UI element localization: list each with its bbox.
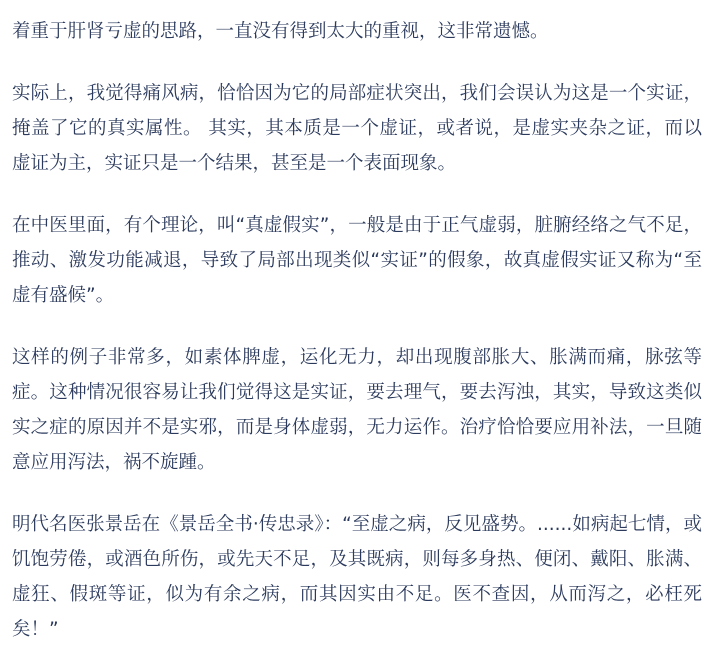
paragraph-5: 明代名医张景岳在《景岳全书·传忠录》：“至虚之病，反见盛势。......如病起七情，或饥饱劳倦，或酒色所伤，或先天不足，及其既病，则每多身热、便闭、戴阳、胀满、虚狂、假斑等证，似为有余之病，而其因实由不足。医不查因，从而泻之，必枉死矣！”	[12, 514, 702, 640]
paragraph-4: 这样的例子非常多，如素体脾虚，运化无力，却出现腹部胀大、胀满而痛，脉弦等症。这种情况很容易让我们觉得这是实证，要去理气，要去泻浊，其实，导致这类似实之症的原因并不是实邪，而是身体虚弱，无力运作。治疗恰恰要应用补法，一旦随意应用泻法，祸不旋踵。	[12, 347, 702, 473]
paragraph-3: 在中医里面，有个理论，叫“真虚假实”，一般是由于正气虚弱，脏腑经络之气不足，推动、激发功能减退，导致了局部出现类似“实证”的假象，故真虚假实证又称为“至虚有盛候”。	[12, 215, 702, 306]
article-body	[12, 14, 702, 647]
paragraph-2: 实际上，我觉得痛风病，恰恰因为它的局部症状突出，我们会误认为这是一个实证，掩盖了它的真实属性。 其实，其本质是一个虚证，或者说，是虚实夹杂之证，而以虚证为主，实证只是一个结果，甚至是一个表面现象。	[12, 83, 702, 174]
paragraph-1: 着重于肝肾亏虚的思路，一直没有得到太大的重视，这非常遗憾。	[12, 21, 549, 42]
